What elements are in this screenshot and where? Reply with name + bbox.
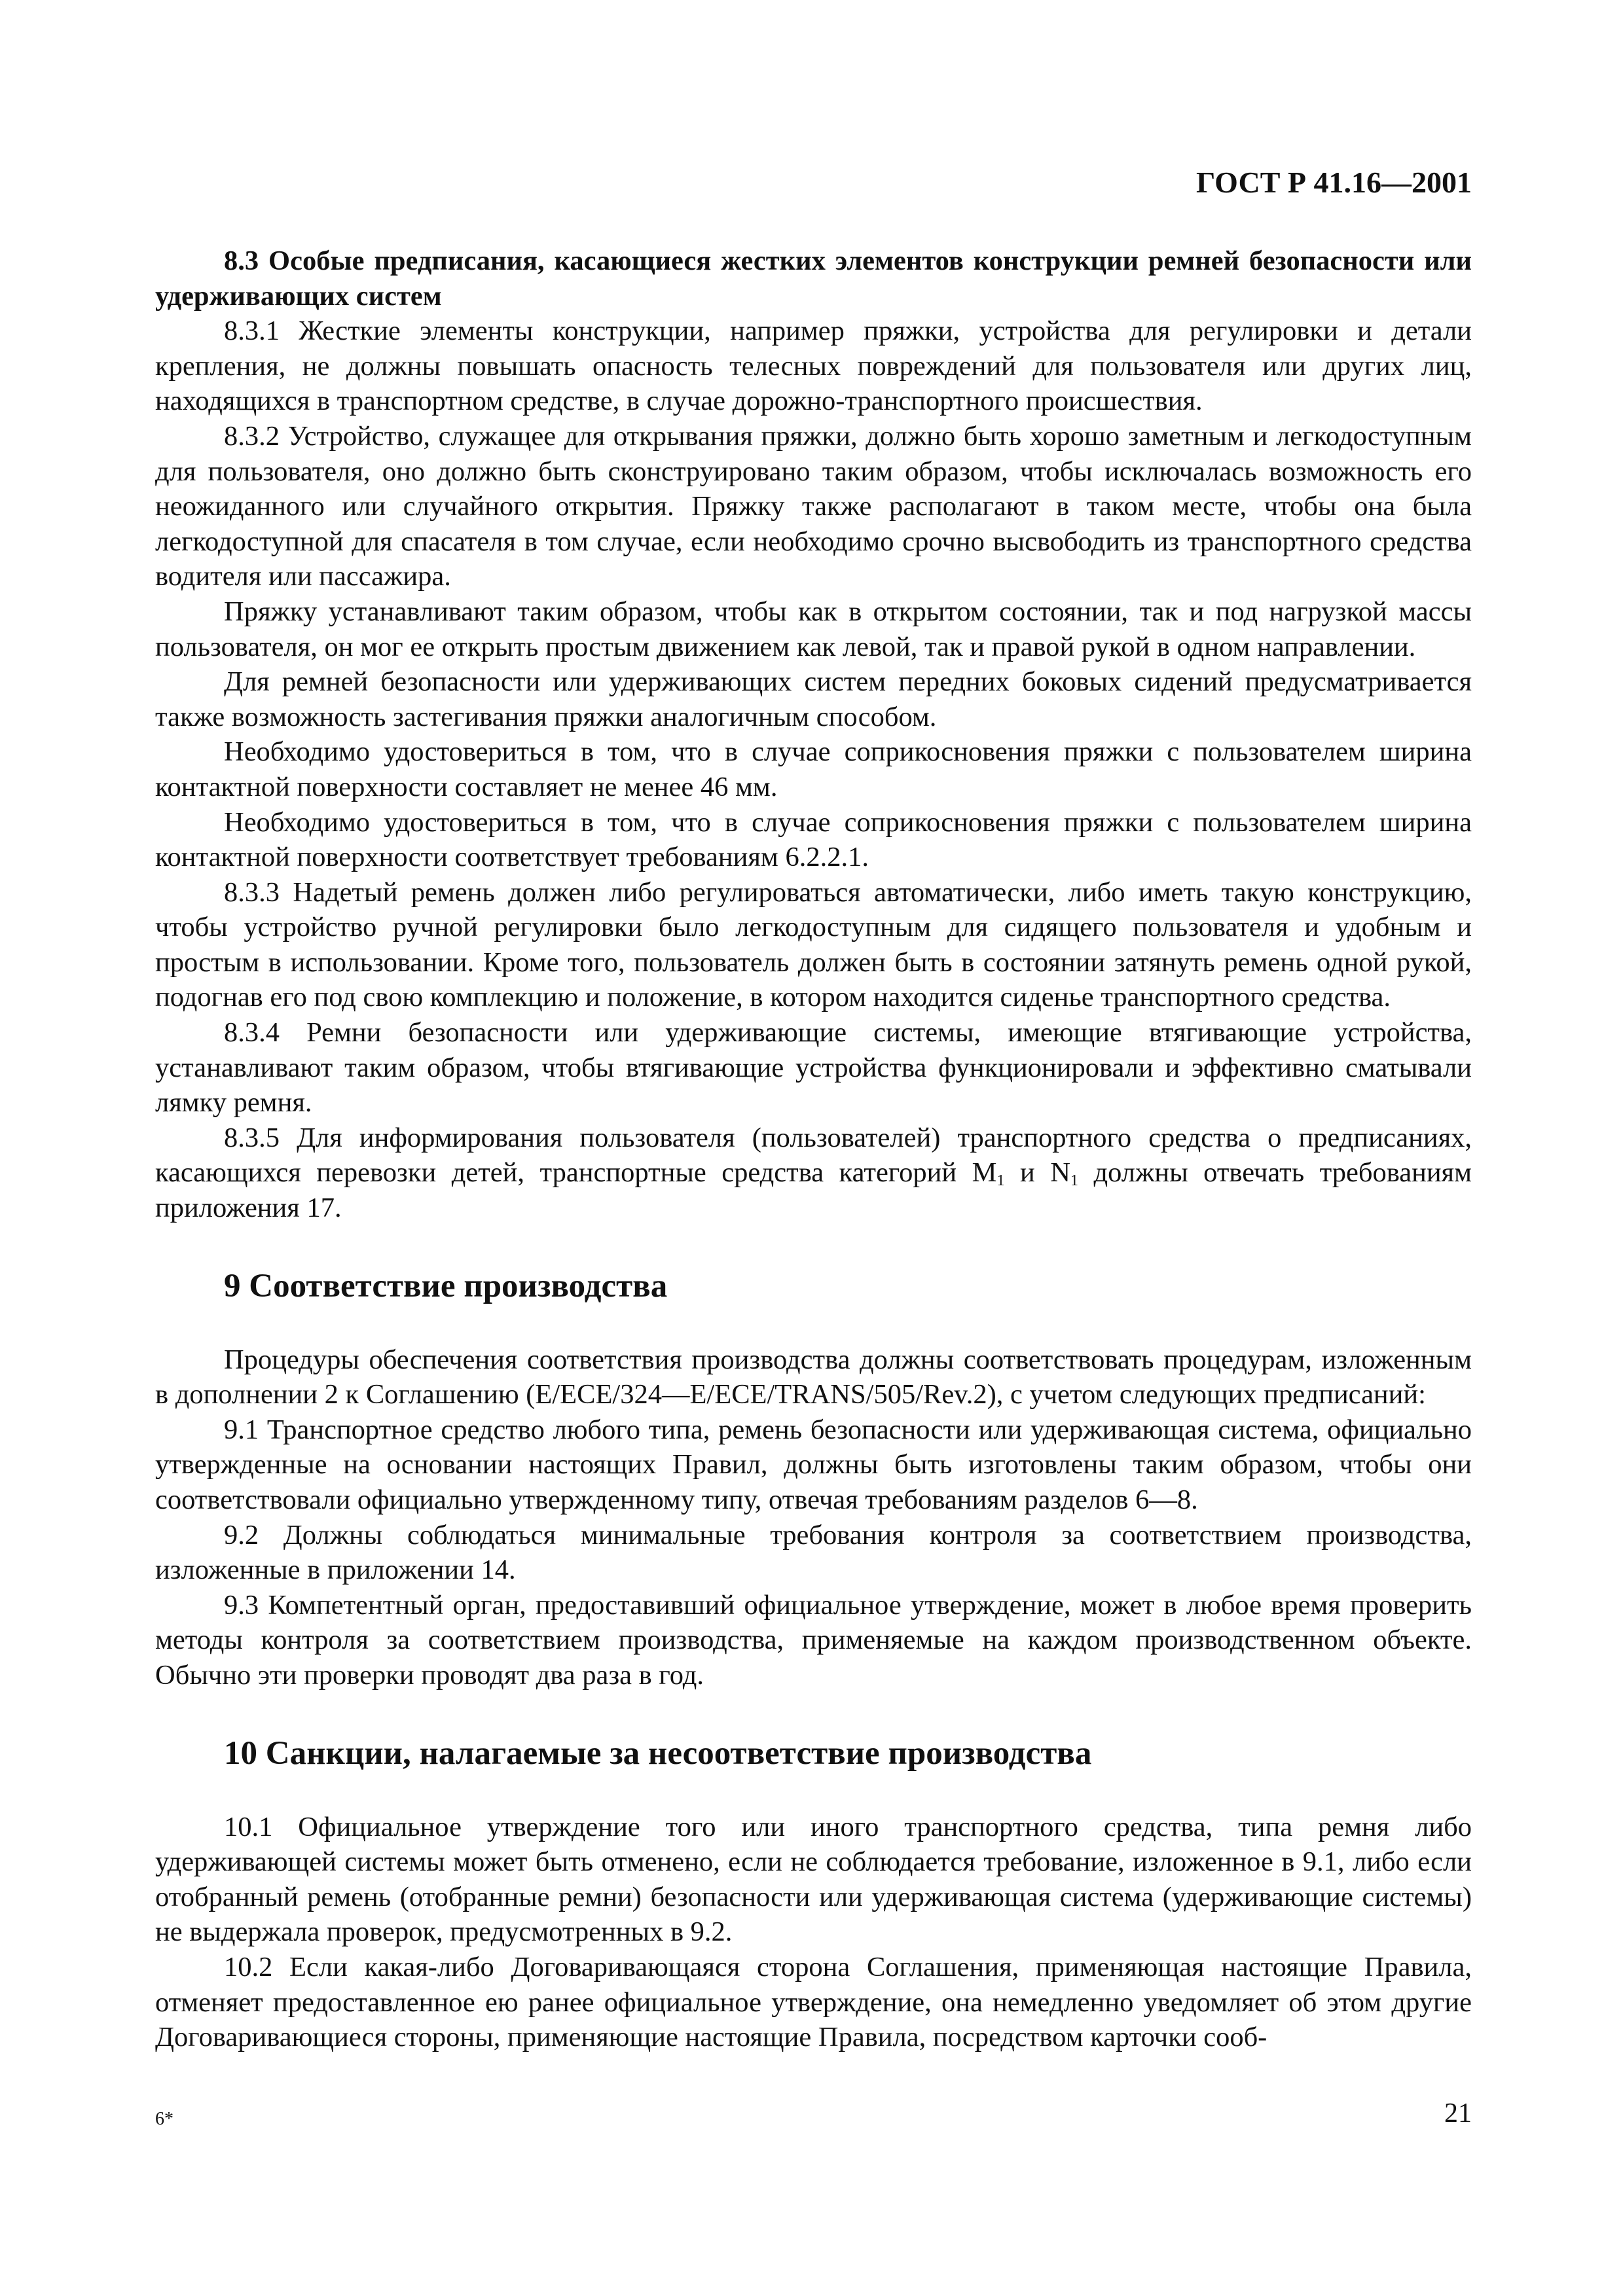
paragraph-8-3-2: 8.3.2 Устройство, служащее для открывания пряжки, должно быть хорошо заметным и легкодоступным для пользователя, оно должно быть сконструировано таким образом, чтобы исключалась возможность его неожиданного или случайного открытия. Пряжку также располагают в таком месте, чтобы она была легкодоступной для спасателя в том случае, если необходимо срочно высвободить из транспортного средства водителя или пассажира. xyxy=(155,420,1472,592)
paragraph-8-3-4: 8.3.4 Ремни безопасности или удерживающие системы, имеющие втягивающие устройства, устанавливают таким образом, чтобы втягивающие устройства функционировали и эффективно сматывали лямку ремня. xyxy=(155,1017,1472,1119)
document-header-id: ГОСТ Р 41.16—2001 xyxy=(1196,166,1472,199)
footer-signature-mark: 6* xyxy=(155,2109,173,2129)
paragraph-9-1: 9.1 Транспортное средство любого типа, ремень безопасности или удерживающая система, официально утвержденные на основании настоящих Правил, должны быть изготовлены таким образом, чтобы они соответствовали официально утвержденному типу, отвечая требованиям разделов 6—8. xyxy=(155,1414,1472,1515)
section-9-heading: 9 Соответствие производства xyxy=(224,1267,668,1304)
paragraph-8-3-1: 8.3.1 Жесткие элементы конструкции, например пряжки, устройства для регулировки и детали крепления, не должны повышать опасность телесных повреждений для пользователя или других лиц, находящихся в транспортном средстве, в случае дорожно-транспортного происшествия. xyxy=(155,315,1472,417)
paragraph-9-intro: Процедуры обеспечения соответствия производства должны соответствовать процедурам, изложенным в дополнении 2 к Соглашению (E/ECE/324—E/ECE/TRANS/505/Rev.2), с учетом следующих предписаний: xyxy=(155,1344,1472,1410)
paragraph-9-3: 9.3 Компетентный орган, предоставивший официальное утверждение, может в любое время проверить методы контроля за соответствием производства, применяемые на каждом производственном объекте. Обычно эти проверки проводят два раза в год. xyxy=(155,1589,1472,1691)
paragraph-contact-width-requirements: Необходимо удостовериться в том, что в случае соприкосновения пряжки с пользователем ширина контактной поверхности соответствует требованиям 6.2.2.1. xyxy=(155,806,1472,873)
paragraph-8-3-5-part-b: и N xyxy=(1004,1157,1070,1189)
paragraph-buckle-opening: Пряжку устанавливают таким образом, чтобы как в открытом состоянии, так и под нагрузкой массы пользователя, он мог ее открыть простым движением как левой, так и правой рукой в одном направлении. xyxy=(155,596,1472,662)
paragraph-8-3-5-part-a: 8.3.5 Для информирования пользователя (пользователей) транспортного средства о предписаниях, касающихся перевозки детей, транспортные средства категорий М xyxy=(155,1122,1472,1189)
paragraph-contact-width-46mm: Необходимо удостовериться в том, что в случае соприкосновения пряжки с пользователем ширина контактной поверхности составляет не менее 46 мм. xyxy=(155,736,1472,802)
paragraph-8-3-3: 8.3.3 Надетый ремень должен либо регулироваться автоматически, либо иметь такую конструкцию, чтобы устройство ручной регулировки было легкодоступным для сидящего пользователя и удобным и простым в использовании. Кроме того, пользователь должен быть в состоянии затянуть ремень одной рукой, подогнав его под свою комплекцию и положение, в котором находится сиденье транспортного средства. xyxy=(155,876,1472,1013)
subscript-m1: 1 xyxy=(996,1172,1005,1190)
paragraph-9-2: 9.2 Должны соблюдаться минимальные требования контроля за соответствием производства, изложенные в приложении 14. xyxy=(155,1519,1472,1586)
subscript-n1: 1 xyxy=(1070,1172,1078,1190)
page-number: 21 xyxy=(1444,2098,1472,2128)
paragraph-8-3-5 xyxy=(155,1121,1472,1226)
section-10-heading: 10 Санкции, налагаемые за несоответствие производства xyxy=(224,1734,1092,1772)
document-body xyxy=(155,243,1472,2055)
paragraph-10-2: 10.2 Если какая-либо Договаривающаяся сторона Соглашения, применяющая настоящие Правила, отменяет предоставленное ею ранее официальное утверждение, она немедленно уведомляет об этом другие Договаривающиеся стороны, применяющие настоящие Правила, посредством карточки сооб- xyxy=(155,1951,1472,2053)
paragraph-front-seats: Для ремней безопасности или удерживающих систем передних боковых сидений предусматривается также возможность застегивания пряжки аналогичным способом. xyxy=(155,666,1472,732)
paragraph-8-3-5-part-c: должны отвечать требованиям приложения 17. xyxy=(155,1157,1472,1224)
paragraph-10-1: 10.1 Официальное утверждение того или иного транспортного средства, типа ремня либо удерживающей системы может быть отменено, если не соблюдается требование, изложенное в 9.1, либо если отобранный ремень (отобранные ремни) безопасности или удерживающая система (удерживающие системы) не выдержала проверок, предусмотренных в 9.2. xyxy=(155,1811,1472,1948)
section-8-3-title: 8.3 Особые предписания, касающиеся жестких элементов конструкции ремней безопасности или удерживающих систем xyxy=(155,245,1472,312)
